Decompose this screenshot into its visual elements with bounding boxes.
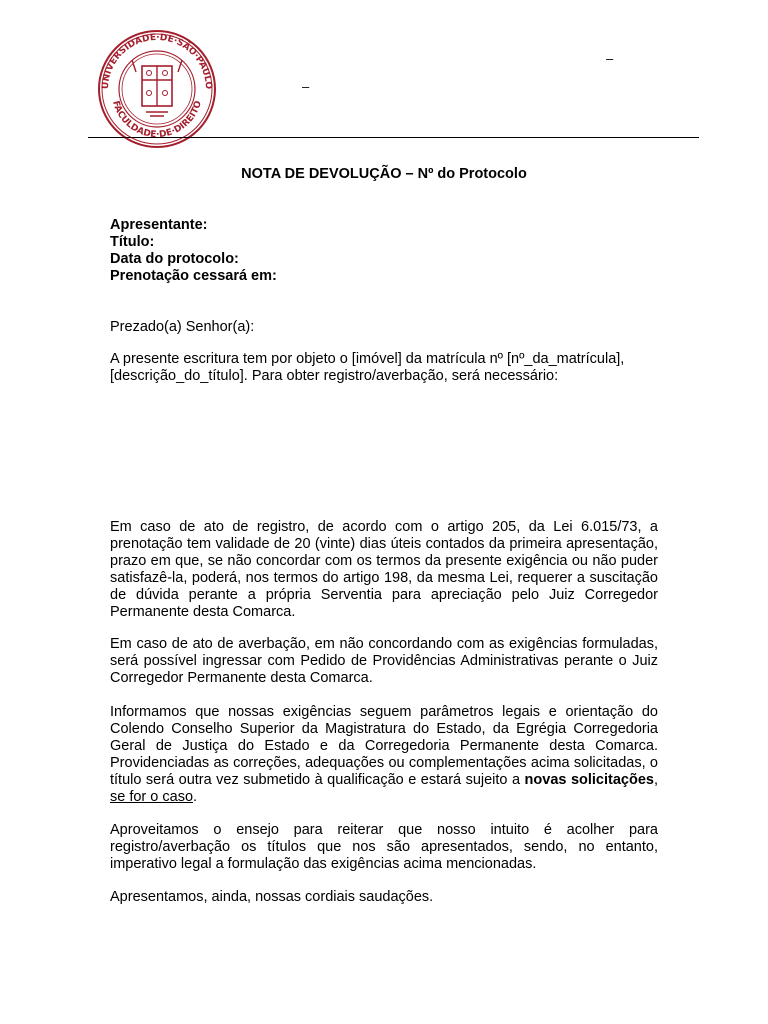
svg-text:FACULDADE·DE·DIREITO: FACULDADE·DE·DIREITO [110,99,204,141]
header-mark-center: – [302,79,310,94]
ensejo-paragraph: Aproveitamos o ensejo para reiterar que nosso intuito é acolher para registro/averbação os títulos que nos são apresentados, sendo, no entanto, imperativo legal a formulação das exigências acima mencionadas. [110,822,658,872]
header-fields [110,217,277,285]
university-seal-logo [88,30,226,148]
registro-paragraph: Em caso de ato de registro, de acordo com o artigo 205, da Lei 6.015/73, a prenotação tem validade de 20 (vinte) dias úteis contados da primeira apresentação, prazo em que, se não concordar com os termos da presente exigência ou não puder satisfazê-la, poderá, nos termos do artigo 198, da mesma Lei, requerer a suscitação de dúvida perante a própria Serventia para apreciação pelo Juiz Corregedor Permanente desta Comarca. [110,519,658,620]
svg-text:UNIVERSIDADE·DE·SÃO·PAULO: UNIVERSIDADE·DE·SÃO·PAULO [100,32,214,90]
exigencias-text: Informamos que nossas exigências seguem parâmetros legais e orientação do Colendo Conselho Superior da Magistratura do Estado, da Egrégia Corregedoria Geral de Justiça do Estado e da Corregedoria Permanente desta Comarca. Providenciadas as correções, adequações ou complementações acima solicitadas, o título será outra vez submetido à qualificação e estará sujeito a [110,704,658,788]
exigencias-paragraph [110,704,658,806]
se-for-o-caso-text: se for o caso [110,789,194,805]
header-divider [88,137,699,138]
greeting: Prezado(a) Senhor(a): [110,319,255,335]
field-apresentante: Apresentante: [110,217,208,233]
field-data-protocolo: Data do protocolo: [110,251,239,267]
closing-line: Apresentamos, ainda, nossas cordiais saudações. [110,889,434,905]
header-mark-right: – [606,51,614,66]
document-title: NOTA DE DEVOLUÇÃO – Nº do Protocolo [241,166,527,182]
averbacao-paragraph: Em caso de ato de averbação, em não concordando com as exigências formuladas, será possível ingressar com Pedido de Providências Administrativas perante o Juiz Corregedor Permanente desta Comarca. [110,636,658,686]
field-prenotacao: Prenotação cessará em: [110,268,277,284]
field-titulo: Título: [110,234,155,250]
novas-solicitacoes-text: novas solicitações [524,772,654,788]
period-text: . [193,789,198,805]
separator-text: , [653,772,658,788]
intro-paragraph: A presente escritura tem por objeto o [imóvel] da matrícula nº [nº_da_matrícula], [descrição_do_título]. Para obter registro/averbação, será necessário: [110,351,625,384]
